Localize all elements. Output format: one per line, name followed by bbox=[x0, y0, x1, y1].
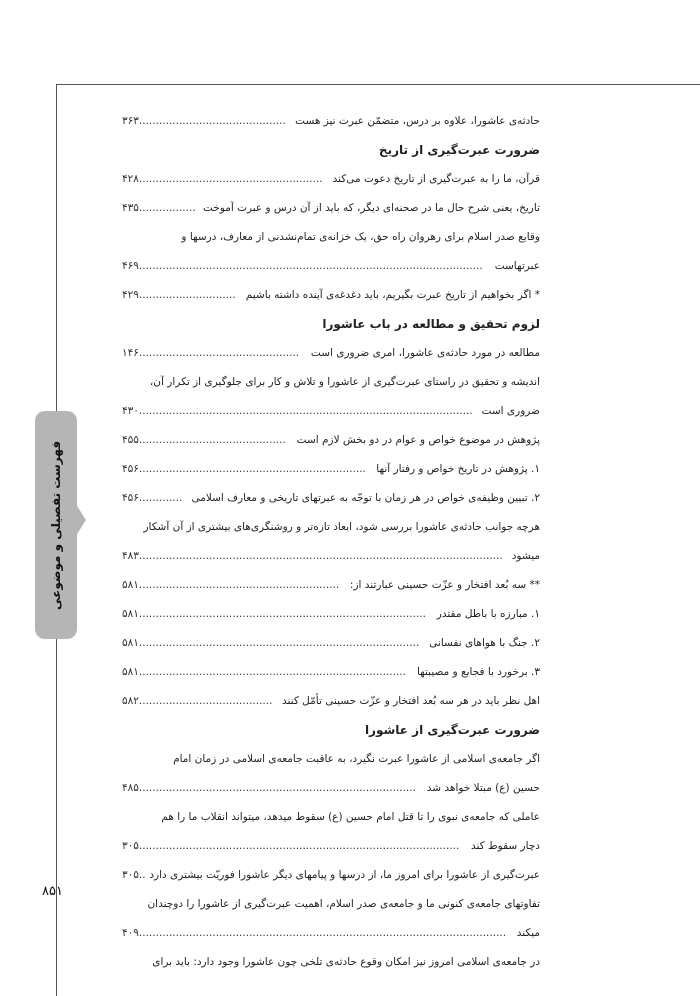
toc-entry bbox=[122, 688, 540, 715]
toc-page-number: ۴۶۹ bbox=[122, 260, 139, 272]
dot-leader: ................................................................................ bbox=[138, 666, 406, 678]
toc-entry bbox=[122, 340, 540, 367]
dot-leader: ................................................................................... bbox=[138, 782, 416, 794]
dot-leader: ........................................ bbox=[138, 695, 273, 707]
dot-leader: .................................................................................................... bbox=[138, 405, 473, 417]
toc-entry bbox=[122, 398, 540, 425]
toc-entry-page bbox=[122, 630, 419, 657]
toc-page-number: ۴۰۹ bbox=[122, 927, 139, 939]
dot-leader: ................................................ bbox=[138, 347, 300, 359]
toc-entry bbox=[122, 775, 540, 802]
dot-leader: ...................................................................................... bbox=[138, 608, 426, 620]
toc-entry-page bbox=[122, 775, 416, 802]
toc-page-number: ۳۰۵ bbox=[122, 840, 139, 852]
dot-leader: ....................................................................................................... bbox=[138, 260, 483, 272]
toc-entry bbox=[122, 456, 540, 483]
toc-entry-page bbox=[122, 601, 426, 628]
toc-entry-text: تفاوتهای جامعه‌ی کنونی ما و جامعه‌ی صدر اسلام، اهمیت عبرت‌گیری از عاشورا را دوچندان bbox=[147, 898, 540, 910]
toc-entry-text: عبرتهاست bbox=[494, 260, 540, 272]
dot-leader: ............................................................................................................. bbox=[138, 550, 503, 562]
toc-entry bbox=[122, 427, 540, 454]
toc-entry-page bbox=[122, 398, 473, 425]
toc-page-number: ۴۵۶ bbox=[122, 492, 139, 504]
toc-page-number: ۵۸۱ bbox=[122, 666, 139, 678]
toc-entry-text: اندیشه و تحقیق در راستای عبرت‌گیری از عاشورا و تلاش و کار برای جلوگیری از تکرار آن، bbox=[149, 376, 540, 388]
toc-page-number: ۴۲۸ bbox=[122, 173, 139, 185]
toc-entry-page bbox=[122, 195, 196, 222]
toc-entry-text: قرآن، ما را به عبرت‌گیری از تاریخ دعوت می‌کند bbox=[332, 173, 540, 185]
toc-entry-text: عبرت‌گیری از عاشورا برای امروز ما، از درسها و پیامهای دیگر عاشورا فوریّت بیشتری دارد bbox=[149, 869, 540, 881]
toc-entry-text: اهل نظر باید در هر سه بُعد افتخار و عزّت حسینی تأمّل کنند bbox=[281, 695, 540, 707]
toc-entry bbox=[122, 195, 540, 222]
toc-entry-text: * اگر بخواهیم از تاریخ عبرت بگیریم، باید دغدغه‌ی آینده داشته باشیم bbox=[245, 289, 540, 301]
table-of-contents bbox=[122, 108, 540, 978]
section-heading-text: لزوم تحقیق و مطالعه در باب عاشورا bbox=[322, 317, 540, 331]
toc-entry-text: حسین (ع) مبتلا خواهد شد bbox=[426, 782, 540, 794]
toc-entry-page bbox=[122, 659, 406, 686]
dot-leader: .................................................................... bbox=[138, 463, 366, 475]
toc-entry-text: ۲. تبیین وظیفه‌ی خواص در هر زمان با توجّه به عبرتهای تاریخی و معارف اسلامی bbox=[191, 492, 540, 504]
toc-entry bbox=[122, 543, 540, 570]
toc-entry-page bbox=[122, 282, 236, 309]
toc-page-number: ۵۸۱ bbox=[122, 637, 139, 649]
toc-entry bbox=[122, 601, 540, 628]
side-tab-label: فهرست تفصیلی و موضوعی bbox=[49, 440, 63, 610]
toc-entry-text: ۳. برخورد با فجایع و مصیبتها bbox=[416, 666, 540, 678]
toc-page-number: ۳۰۵ bbox=[122, 869, 139, 881]
dot-leader: ....................................................... bbox=[138, 173, 323, 185]
toc-entry-page bbox=[122, 253, 483, 280]
toc-page-number: ۳۶۳ bbox=[122, 115, 139, 127]
toc-page-number: ۴۳۵ bbox=[122, 202, 139, 214]
toc-entry bbox=[122, 572, 540, 599]
toc-entry-text: میشود bbox=[511, 550, 540, 562]
toc-entry bbox=[122, 862, 540, 889]
section-heading bbox=[122, 717, 540, 744]
toc-page-number: ۴۸۵ bbox=[122, 782, 139, 794]
toc-entry-text: اگر جامعه‌ی اسلامی از عاشورا عبرت نگیرد، به عاقبت جامعه‌ی اسلامی در زمان امام bbox=[173, 753, 540, 765]
side-tab-pointer bbox=[77, 506, 86, 534]
dot-leader: ............................. bbox=[138, 289, 236, 301]
toc-entry-text: ۱. پژوهش در تاریخ خواص و رفتار آنها bbox=[376, 463, 540, 475]
toc-entry-page bbox=[122, 340, 299, 367]
toc-entry-text: وقایع صدر اسلام برای رهروان راه حق، یک خزانه‌ی تمام‌نشدنی از معارف، درسها و bbox=[181, 231, 540, 243]
toc-page-number: ۴۸۳ bbox=[122, 550, 139, 562]
toc-entry bbox=[122, 630, 540, 657]
page-number: ۸۵۱ bbox=[42, 884, 63, 899]
toc-entry-page bbox=[122, 572, 339, 599]
toc-entry-page bbox=[122, 543, 503, 570]
toc-entry bbox=[122, 920, 540, 947]
toc-entry-text: هرچه جوانب حادثه‌ی عاشورا بررسی شود، ابعاد تازه‌تر و روشنگری‌های بیشتری از آن آشکار bbox=[143, 521, 540, 533]
dot-leader: ............. bbox=[138, 492, 183, 504]
toc-entry-text: حادثه‌ی عاشورا، علاوه بر درس، متضمّن عبرت نیز هست bbox=[295, 115, 540, 127]
toc-entry bbox=[122, 514, 540, 541]
toc-page-number: ۴۳۰ bbox=[122, 405, 139, 417]
dot-leader: ................. bbox=[138, 202, 196, 214]
dot-leader: .. bbox=[138, 869, 146, 881]
dot-leader: .............................................................................................................. bbox=[138, 927, 507, 939]
toc-entry bbox=[122, 804, 540, 831]
toc-entry-text: عاملی که جامعه‌ی نبوی را تا قتل امام حسین (ع) سقوط میدهد، میتواند انقلاب ما را هم bbox=[161, 811, 540, 823]
toc-page-number: ۴۵۵ bbox=[122, 434, 139, 446]
toc-entry-text: پژوهش در موضوع خواص و عوام در دو بخش لازم است bbox=[296, 434, 540, 446]
toc-entry bbox=[122, 833, 540, 860]
toc-page-number: ۵۸۲ bbox=[122, 695, 139, 707]
toc-entry-page bbox=[122, 833, 459, 860]
dot-leader: ............................................ bbox=[138, 115, 286, 127]
section-heading bbox=[122, 137, 540, 164]
toc-entry bbox=[122, 369, 540, 396]
toc-entry bbox=[122, 891, 540, 918]
toc-page-number: ۵۸۱ bbox=[122, 579, 139, 591]
toc-entry bbox=[122, 166, 540, 193]
toc-entry-page bbox=[122, 108, 286, 135]
toc-entry-text: میکند bbox=[516, 927, 540, 939]
frame-top-rule bbox=[56, 84, 700, 85]
toc-entry-text: ۱. مبارزه با باطل مقتدر bbox=[436, 608, 540, 620]
toc-entry bbox=[122, 659, 540, 686]
toc-entry-page bbox=[122, 166, 323, 193]
toc-entry bbox=[122, 253, 540, 280]
toc-entry-text: تاریخ، یعنی شرح حال ما در صحنه‌ای دیگر، که باید از آن درس و عبرت آموخت bbox=[202, 202, 540, 214]
toc-entry-page bbox=[122, 456, 366, 483]
toc-entry-text: مطالعه در مورد حادثه‌ی عاشورا، امری ضروری است bbox=[310, 347, 540, 359]
section-heading-text: ضرورت عبرت‌گیری از تاریخ bbox=[378, 143, 540, 157]
toc-entry-text: ۲. جنگ با هواهای نفسانی bbox=[429, 637, 540, 649]
dot-leader: ................................................................................................ bbox=[138, 840, 460, 852]
section-heading-text: ضرورت عبرت‌گیری از عاشورا bbox=[364, 723, 540, 737]
toc-entry bbox=[122, 949, 540, 976]
toc-entry-text: ضروری است bbox=[481, 405, 540, 417]
dot-leader: ............................................ bbox=[138, 434, 286, 446]
toc-entry bbox=[122, 108, 540, 135]
toc-entry bbox=[122, 282, 540, 309]
toc-entry bbox=[122, 224, 540, 251]
section-heading bbox=[122, 311, 540, 338]
dot-leader: ............................................................ bbox=[138, 579, 340, 591]
toc-entry-text: ** سه بُعد افتخار و عزّت حسینی عبارتند از: bbox=[349, 579, 540, 591]
toc-entry-page bbox=[122, 485, 182, 512]
toc-entry-text: در جامعه‌ی اسلامی امروز نیز امکان وقوع حادثه‌ی تلخی چون عاشورا وجود دارد: باید برای bbox=[152, 956, 540, 968]
toc-entry-text: دچار سقوط کند bbox=[470, 840, 540, 852]
dot-leader: .................................................................................... bbox=[138, 637, 420, 649]
toc-entry-page bbox=[122, 427, 286, 454]
toc-entry bbox=[122, 746, 540, 773]
toc-page-number: ۵۸۱ bbox=[122, 608, 139, 620]
toc-page-number: ۱۴۶ bbox=[122, 347, 139, 359]
toc-page-number: ۴۵۶ bbox=[122, 463, 139, 475]
toc-entry-page bbox=[122, 862, 146, 889]
toc-entry bbox=[122, 485, 540, 512]
toc-entry-page bbox=[122, 688, 272, 715]
toc-entry-page bbox=[122, 920, 506, 947]
toc-page-number: ۴۲۹ bbox=[122, 289, 139, 301]
